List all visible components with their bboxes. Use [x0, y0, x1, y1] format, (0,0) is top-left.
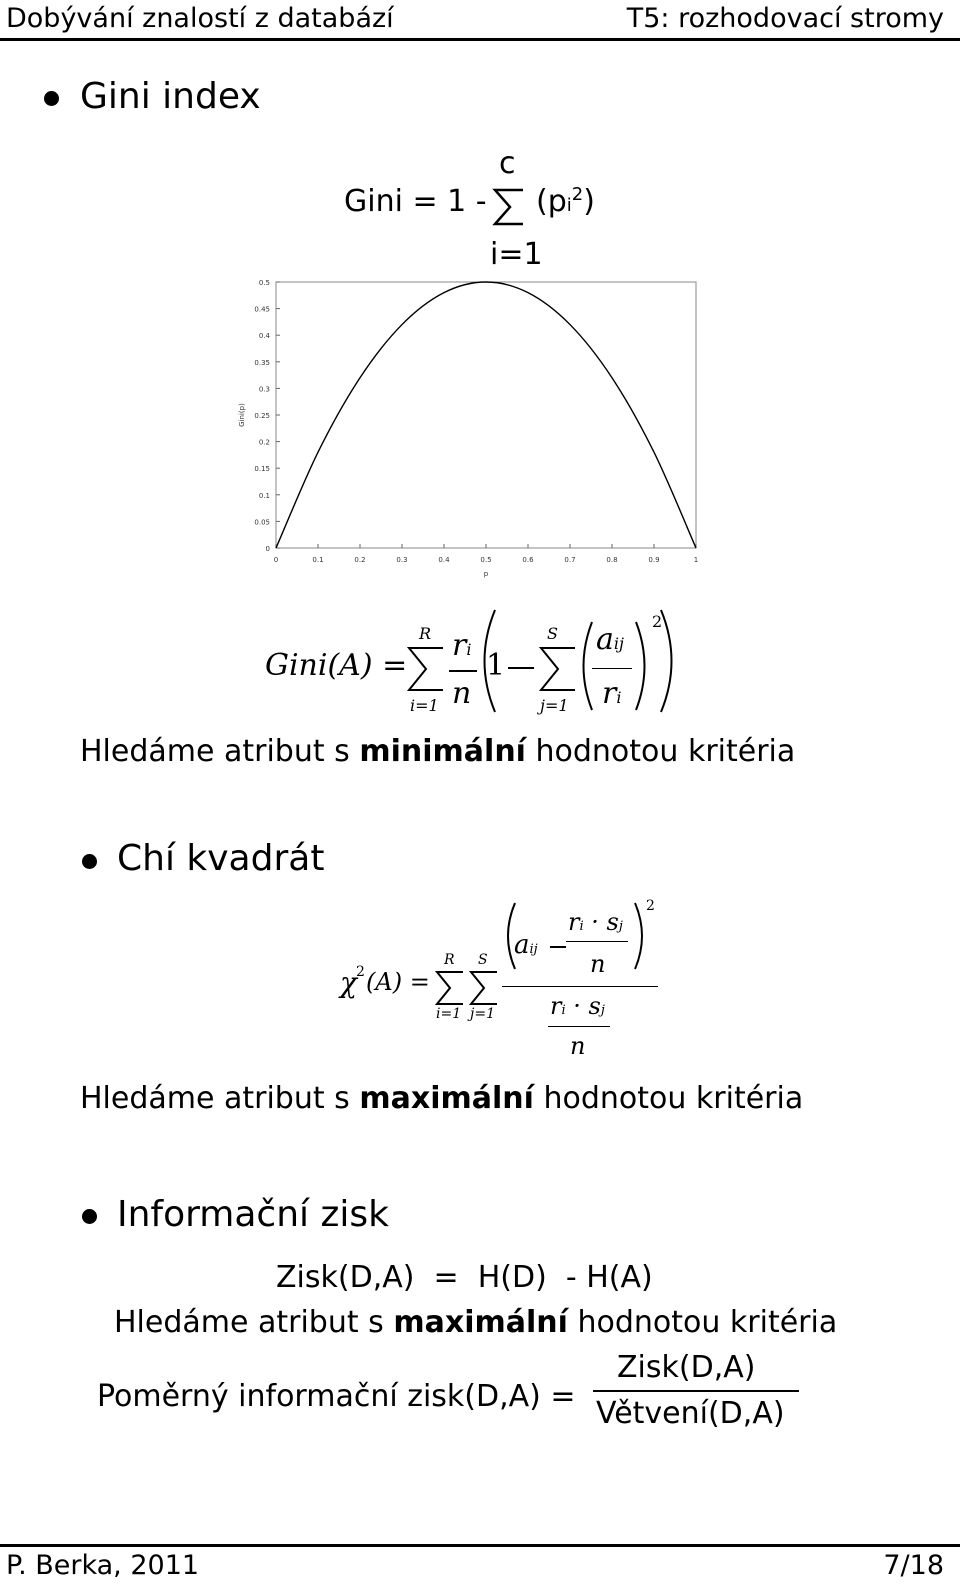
y-tick-label: 0.35 [254, 358, 270, 367]
inner-left-paren-icon [572, 618, 596, 714]
chi-lhs-symbol: χ [340, 966, 357, 999]
footer-rule [0, 1544, 960, 1547]
header-title-left: Dobývání znalostí z databází [6, 3, 394, 34]
x-tick-label: 0.8 [606, 556, 618, 564]
plot-frame [276, 282, 696, 548]
inner-den: ri [602, 676, 622, 711]
y-tick-label: 0.3 [258, 385, 270, 394]
x-tick-label: 0 [273, 556, 279, 564]
y-tick-label: 0.45 [254, 305, 270, 314]
one-term: 1 [486, 648, 506, 683]
ratio-lhs: Poměrný informační zisk(D,A) = [97, 1379, 576, 1414]
chi-den-n: n [570, 1032, 586, 1060]
chi-heading: Chí kvadrát [117, 838, 325, 879]
x-tick-label: 0.7 [564, 556, 576, 564]
chi-inner-frac-line [566, 941, 628, 942]
chi-inner-num: ri · sj [568, 908, 623, 936]
chi-minus-icon [550, 946, 566, 948]
inner-right-paren-icon [632, 618, 656, 714]
ratio-denominator: Větvení(D,A) [596, 1396, 785, 1431]
y-axis-label: Gini(p) [238, 403, 246, 427]
chi-sum-j-lower: j=1 [470, 1006, 495, 1022]
gini-formula-upper: c [499, 146, 516, 181]
x-tick-label: 0.2 [354, 556, 366, 564]
chi-power: 2 [646, 898, 655, 914]
ratio-frac-line [593, 1390, 799, 1392]
chi-den-product: ri · sj [550, 992, 605, 1020]
sum-symbol-icon [492, 187, 526, 227]
y-tick-label: 0.25 [254, 412, 270, 420]
inner-num: aij [596, 622, 624, 657]
gini-chart [236, 270, 716, 580]
frac-num: ri [452, 628, 472, 663]
chi-main-frac-line [502, 986, 658, 987]
y-tick-label: 0.15 [254, 465, 270, 474]
x-axis-label: p [483, 570, 489, 578]
bullet-gini [44, 91, 59, 106]
ratio-numerator: Zisk(D,A) [617, 1350, 756, 1385]
chi-inner-den: n [590, 950, 606, 978]
gini-attr-lhs: Gini(A) = [265, 648, 408, 683]
info-formula: Zisk(D,A) = H(D) - H(A) [276, 1260, 653, 1295]
x-tick-label: 0.9 [648, 556, 660, 564]
gini-heading: Gini index [80, 76, 261, 117]
footer-page-number: 7/18 [883, 1550, 944, 1581]
x-tick-label: 0.5 [480, 556, 492, 564]
y-tick-label: 0.4 [258, 332, 270, 341]
info-heading: Informační zisk [117, 1194, 389, 1235]
gini-attr-power: 2 [652, 612, 663, 631]
sum1-upper: R [419, 624, 432, 643]
info-conclusion: Hledáme atribut s maximální hodnotou kritéria [114, 1305, 838, 1340]
chi-sum-r-upper: R [444, 952, 455, 968]
chi-sum-i-lower: i=1 [436, 1006, 462, 1022]
sum2-upper: S [547, 624, 558, 643]
sum2-lower: j=1 [540, 696, 569, 715]
x-tick-label: 0.3 [396, 556, 408, 564]
header-rule [0, 38, 960, 41]
minus-icon [508, 667, 534, 669]
x-tick-label: 0.1 [312, 556, 324, 564]
y-tick-label: 0.1 [258, 491, 270, 500]
inner-frac-line [592, 668, 632, 669]
chi-lhs-sup: 2 [356, 964, 365, 980]
gini-curve-series [276, 282, 696, 548]
chi-sum1-icon [434, 970, 466, 1006]
gini-conclusion: Hledáme atribut s minimální hodnotou kritéria [80, 734, 796, 769]
sum1-lower: i=1 [410, 696, 439, 715]
bullet-info [82, 1209, 97, 1224]
gini-formula-term: $(pi^2)$ [536, 184, 595, 219]
gini-formula-lhs: Gini = 1 - [344, 184, 487, 219]
x-tick-label: 0.6 [522, 556, 534, 564]
gini-formula-lower: i=1 [490, 237, 543, 272]
x-tick-label: 0.4 [438, 556, 450, 564]
footer-author: P. Berka, 2011 [6, 1550, 200, 1581]
y-tick-label: 0.05 [254, 518, 270, 527]
chi-lhs-arg: (A) = [366, 968, 430, 996]
y-tick-label: 0.2 [258, 438, 270, 447]
chi-a: aij [514, 930, 538, 960]
chi-sum2-icon [468, 970, 500, 1006]
y-tick-label: 0 [265, 545, 270, 553]
chi-sum-s-upper: S [478, 952, 488, 968]
header-title-right: T5: rozhodovací stromy [626, 3, 944, 34]
y-tick-label: 0.5 [258, 279, 270, 287]
frac-den: n [452, 676, 472, 711]
bullet-chi [82, 854, 97, 869]
chi-den-frac-line [548, 1026, 610, 1027]
x-tick-label: 1 [693, 556, 699, 564]
chi-conclusion: Hledáme atribut s maximální hodnotou kritéria [80, 1081, 804, 1116]
sum1-icon [406, 645, 446, 693]
